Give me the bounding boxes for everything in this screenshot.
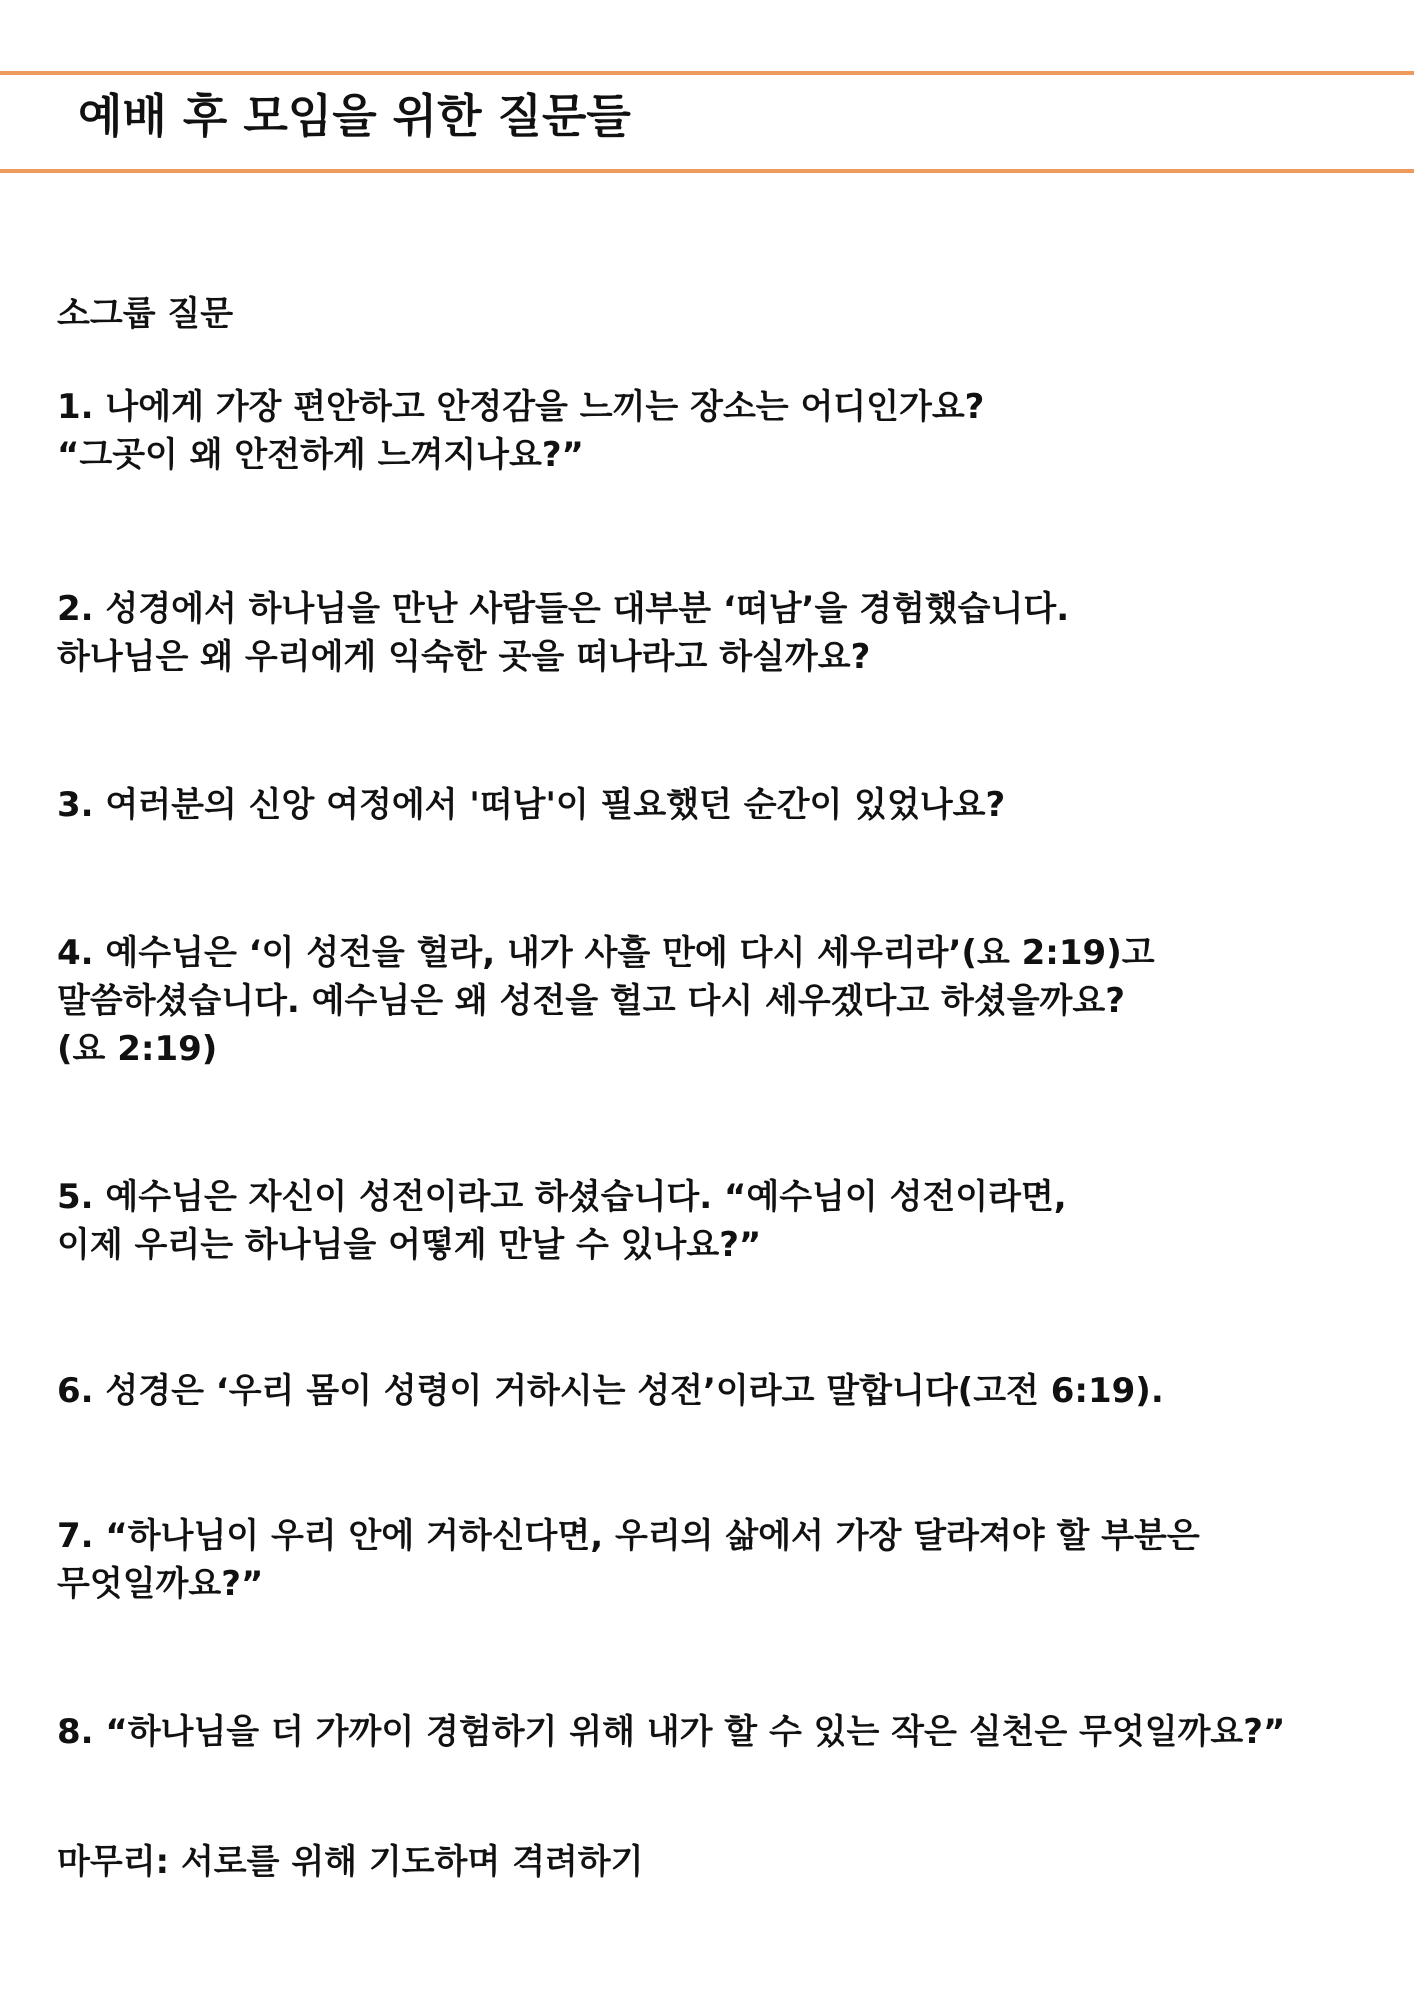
question-line: 3. 여러분의 신앙 여정에서 '떠남'이 필요했던 순간이 있었나요? xyxy=(57,785,1006,825)
question-item xyxy=(57,1512,1377,1608)
question-item xyxy=(57,781,1377,829)
question-line: 6. 성경은 ‘우리 몸이 성령이 거하시는 성전’이라고 말합니다(고전 6:19). xyxy=(57,1371,1164,1411)
question-item xyxy=(57,585,1377,681)
question-item xyxy=(57,383,1377,479)
question-item xyxy=(57,1367,1377,1415)
question-item xyxy=(57,1173,1377,1269)
question-line: 2. 성경에서 하나님을 만난 사람들은 대부분 ‘떠남’을 경험했습니다. xyxy=(57,589,1070,629)
question-line: 무엇일까요?” xyxy=(57,1564,264,1604)
header-band xyxy=(0,71,1414,173)
page-title: 예배 후 모임을 위한 질문들 xyxy=(78,89,631,143)
question-line: 8. “하나님을 더 가까이 경험하기 위해 내가 할 수 있는 작은 실천은 무엇일까요?” xyxy=(57,1712,1286,1752)
question-item xyxy=(57,929,1377,1073)
question-line: 이제 우리는 하나님을 어떻게 만날 수 있나요?” xyxy=(57,1225,762,1265)
question-list xyxy=(57,290,1377,1886)
question-line: 1. 나에게 가장 편안하고 안정감을 느끼는 장소는 어디인가요? xyxy=(57,387,985,427)
question-line: (요 2:19) xyxy=(57,1029,218,1069)
question-line: 5. 예수님은 자신이 성전이라고 하셨습니다. “예수님이 성전이라면, xyxy=(57,1177,1067,1217)
question-item xyxy=(57,1708,1377,1756)
question-line: “그곳이 왜 안전하게 느껴지나요?” xyxy=(57,435,584,475)
question-line: 7. “하나님이 우리 안에 거하신다면, 우리의 삶에서 가장 달라져야 할 부분은 xyxy=(57,1516,1200,1556)
section-heading: 소그룹 질문 xyxy=(57,294,234,334)
question-line: 말씀하셨습니다. 예수님은 왜 성전을 헐고 다시 세우겠다고 하셨을까요? xyxy=(57,981,1125,1021)
question-line: 4. 예수님은 ‘이 성전을 헐라, 내가 사흘 만에 다시 세우리라’(요 2:19)고 xyxy=(57,933,1155,973)
question-line: 하나님은 왜 우리에게 익숙한 곳을 떠나라고 하실까요? xyxy=(57,637,871,677)
closing-text: 마무리: 서로를 위해 기도하며 격려하기 xyxy=(57,1842,644,1882)
